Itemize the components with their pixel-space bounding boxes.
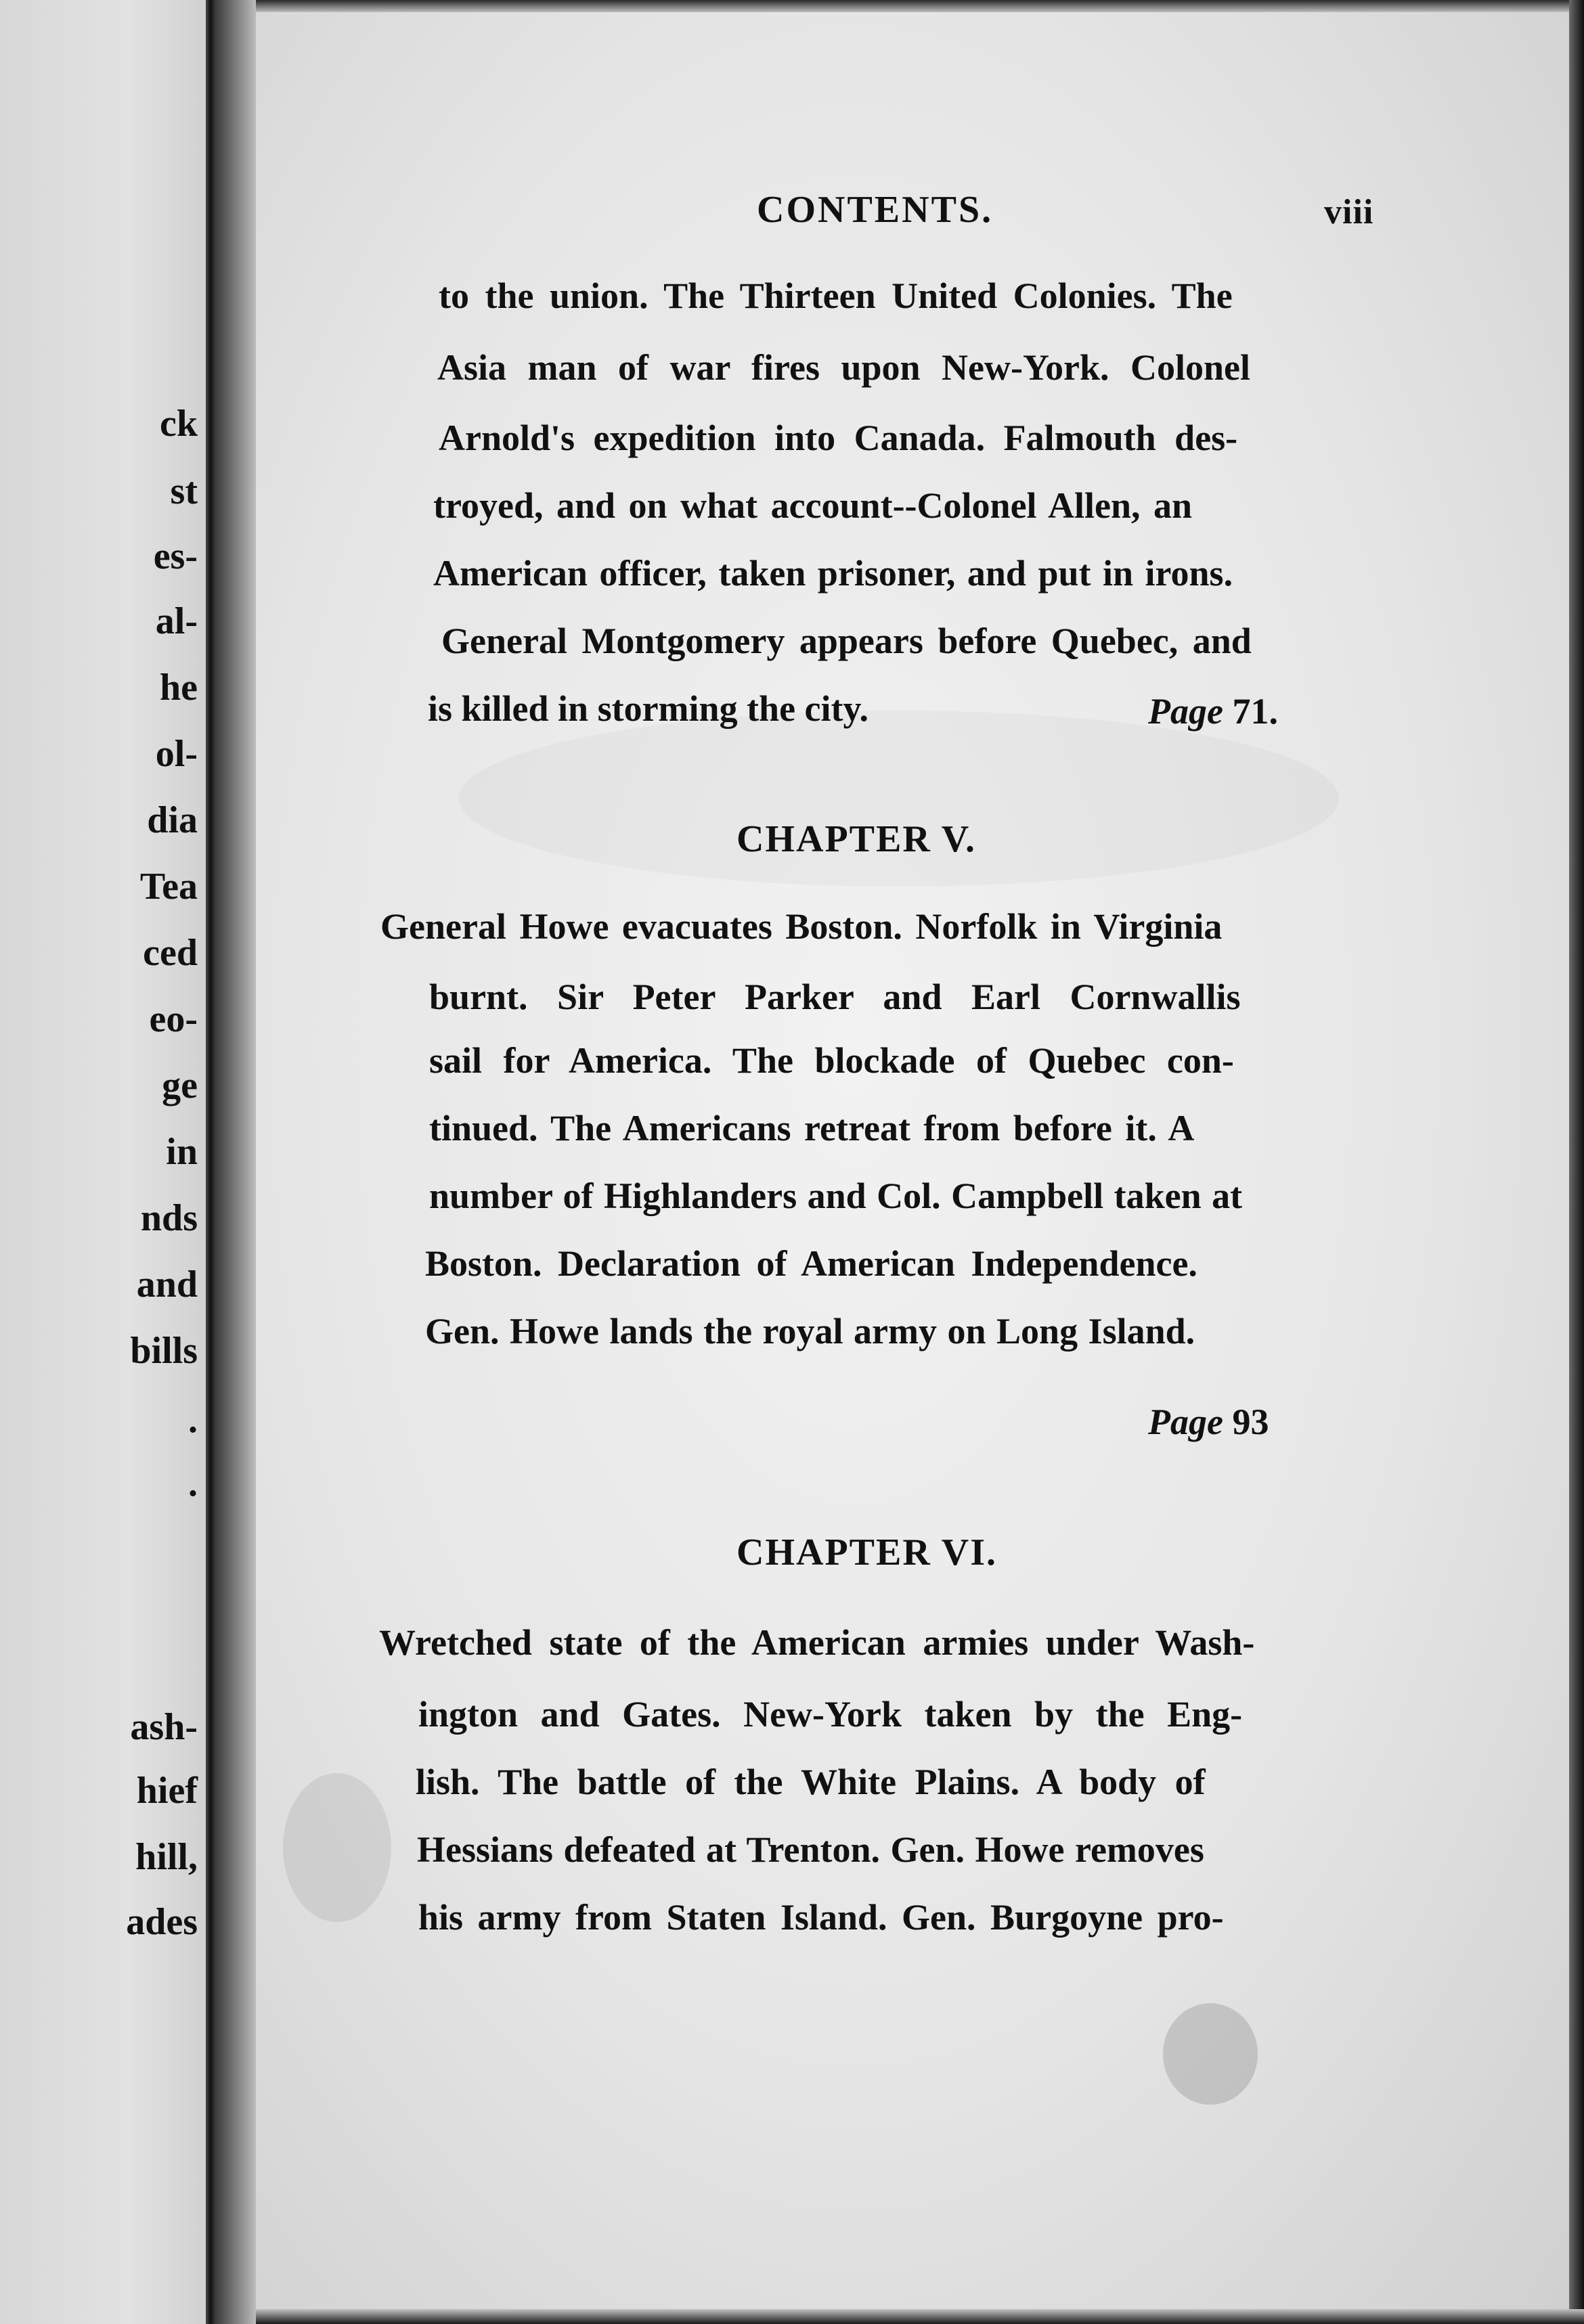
left-fragment: in — [166, 1131, 198, 1173]
contents-line: Hessians defeated at Trenton. Gen. Howe removes — [417, 1829, 1204, 1870]
page-number: 93 — [1232, 1402, 1269, 1442]
left-fragment: hill, — [135, 1836, 198, 1878]
contents-line: to the union. The Thirteen United Colonies. The — [439, 275, 1233, 316]
page-reference — [1148, 1401, 1269, 1443]
contents-line: General Howe evacuates Boston. Norfolk in Virginia — [380, 906, 1223, 947]
left-fragment: bills — [130, 1330, 198, 1372]
left-fragment: dia — [147, 799, 198, 841]
ink-smudge — [283, 1773, 391, 1922]
contents-line: tinued. The Americans retreat from before it. A — [429, 1108, 1195, 1148]
contents-line: General Montgomery appears before Quebec, and — [441, 621, 1252, 661]
left-fragment: . — [188, 1399, 198, 1441]
contents-line: Wretched state of the American armies under Wash- — [379, 1622, 1255, 1663]
page-label: Page — [1148, 1402, 1223, 1442]
scan-top-edge — [256, 0, 1584, 12]
contents-page — [256, 0, 1584, 2324]
running-header: CONTENTS. — [757, 189, 994, 231]
chapter-heading: CHAPTER V. — [736, 818, 977, 860]
contents-line: American officer, taken prisoner, and put in irons. — [433, 553, 1233, 594]
left-fragment: nds — [140, 1197, 198, 1239]
left-fragment: ash- — [130, 1706, 198, 1748]
left-facing-page — [0, 0, 215, 2324]
left-fragment: Tea — [139, 866, 198, 908]
scan-right-edge — [1569, 0, 1584, 2324]
left-fragment: ol- — [155, 733, 198, 775]
page-number-roman: viii — [1324, 193, 1374, 231]
left-fragment: st — [170, 470, 198, 512]
scan-bottom-edge — [256, 2309, 1584, 2324]
contents-line: is killed in storming the city. — [428, 688, 869, 729]
left-fragment: he — [160, 667, 198, 709]
chapter-heading: CHAPTER VI. — [736, 1532, 998, 1573]
contents-line: Asia man of war fires upon New-York. Colonel — [437, 347, 1251, 388]
left-fragment: ced — [143, 932, 198, 974]
page-reference — [1148, 690, 1278, 732]
left-fragment: . — [188, 1462, 198, 1504]
contents-line: Boston. Declaration of American Independence. — [425, 1243, 1197, 1284]
left-fragment: al- — [155, 600, 198, 642]
contents-line: his army from Staten Island. Gen. Burgoyne pro- — [418, 1897, 1224, 1938]
left-fragment: ades — [126, 1901, 198, 1943]
contents-line: Gen. Howe lands the royal army on Long Island. — [425, 1311, 1195, 1351]
contents-line: number of Highlanders and Col. Campbell taken at — [429, 1176, 1243, 1216]
left-fragment: and — [136, 1264, 198, 1305]
book-gutter — [215, 0, 256, 2324]
left-fragment: ck — [160, 403, 198, 445]
page-label: Page — [1148, 691, 1223, 732]
left-fragment: eo- — [149, 998, 198, 1040]
ink-smudge — [1163, 2003, 1258, 2105]
page-edge — [206, 0, 215, 2324]
contents-line: ington and Gates. New-York taken by the Eng- — [418, 1694, 1243, 1735]
contents-line: lish. The battle of the White Plains. A body of — [416, 1762, 1206, 1802]
contents-line: troyed, and on what account--Colonel Allen, an — [433, 485, 1193, 526]
left-fragment: es- — [153, 535, 198, 577]
left-fragment: ge — [162, 1065, 198, 1107]
contents-line: sail for America. The blockade of Quebec con- — [429, 1040, 1234, 1081]
contents-line: burnt. Sir Peter Parker and Earl Cornwallis — [429, 977, 1241, 1017]
page-number: 71. — [1232, 691, 1278, 732]
contents-line: Arnold's expedition into Canada. Falmouth des- — [439, 418, 1238, 458]
left-fragment: hief — [136, 1770, 198, 1812]
